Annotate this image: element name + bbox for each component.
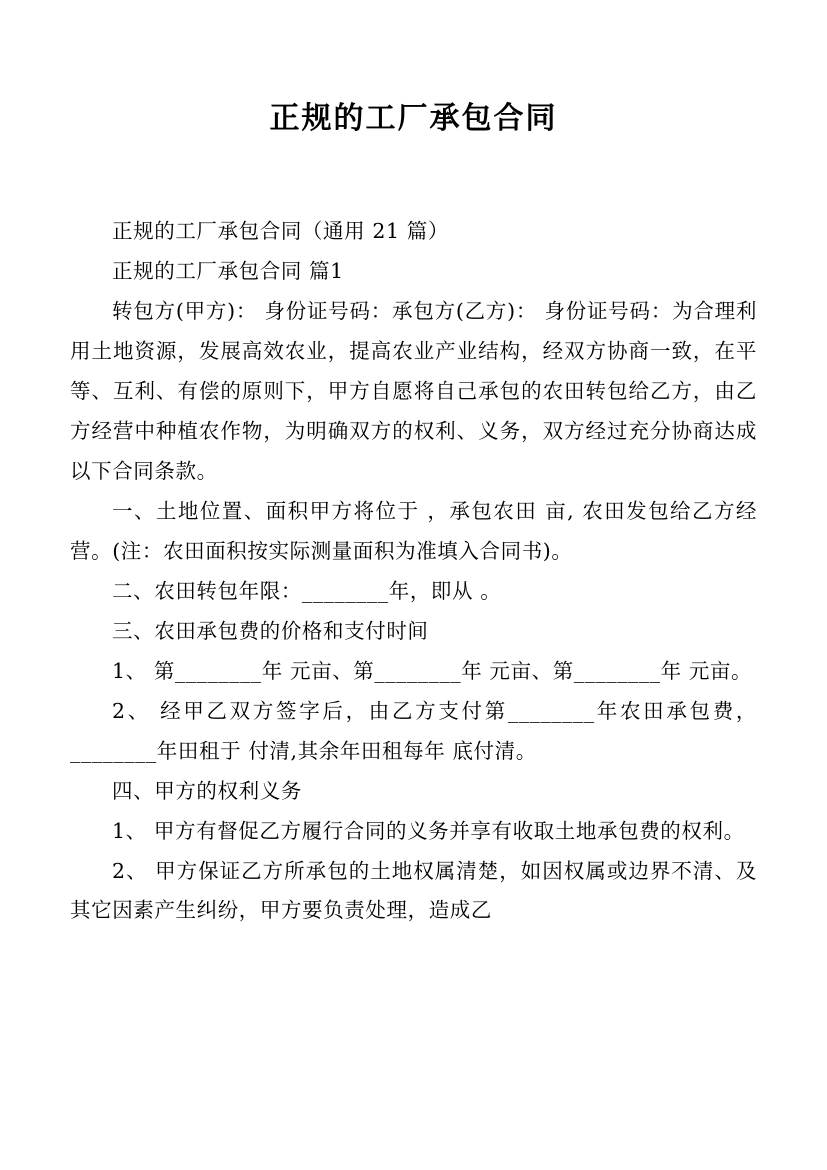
paragraph-clause-1: 一、土地位置、面积甲方将位于 ，承包农田 亩, 农田发包给乙方经营。(注：农田面积按实际测量面积为准填入合同书)。 (70, 498, 757, 563)
paragraph-clause-3-2: 2、 经甲乙双方签字后，由乙方支付第________年农田承包费，________年田租于 付清,其余年田租每年 底付清。 (70, 698, 757, 763)
paragraph-subtitle-1: 正规的工厂承包合同（通用 21 篇） (112, 219, 449, 243)
paragraph-clause-4-2: 2、 甲方保证乙方所承包的土地权属清楚，如因权属或边界不清、及其它因素产生纠纷，甲方要负责处理，造成乙 (70, 858, 757, 923)
paragraph-clause-3: 三、农田承包费的价格和支付时间 (112, 618, 429, 643)
paragraph-clause-2: 二、农田转包年限：________年，即从 。 (112, 578, 502, 603)
paragraph-intro: 转包方(甲方)： 身份证号码：承包方(乙方)： 身份证号码：为合理利用土地资源，发展高效农业，提高农业产业结构，经双方协商一致，在平等、互利、有偿的原则下，甲方自愿将自己承包的农田转包给乙方，由乙方经营中种植农作物，为明确双方的权利、义务，双方经过充分协商达成以下合同条款。 (70, 298, 757, 483)
paragraph-clause-4-1: 1、 甲方有督促乙方履行合同的义务并享有收取土地承包费的权利。 (112, 818, 745, 843)
page-title: 正规的工厂承包合同 (269, 101, 558, 136)
paragraph-clause-3-1: 1、 第________年 元亩、第________年 元亩、第________年 元亩。 (112, 658, 753, 683)
document-body (70, 212, 757, 931)
paragraph-clause-4: 四、甲方的权利义务 (112, 778, 302, 803)
paragraph-subtitle-2: 正规的工厂承包合同 篇1 (112, 258, 344, 283)
